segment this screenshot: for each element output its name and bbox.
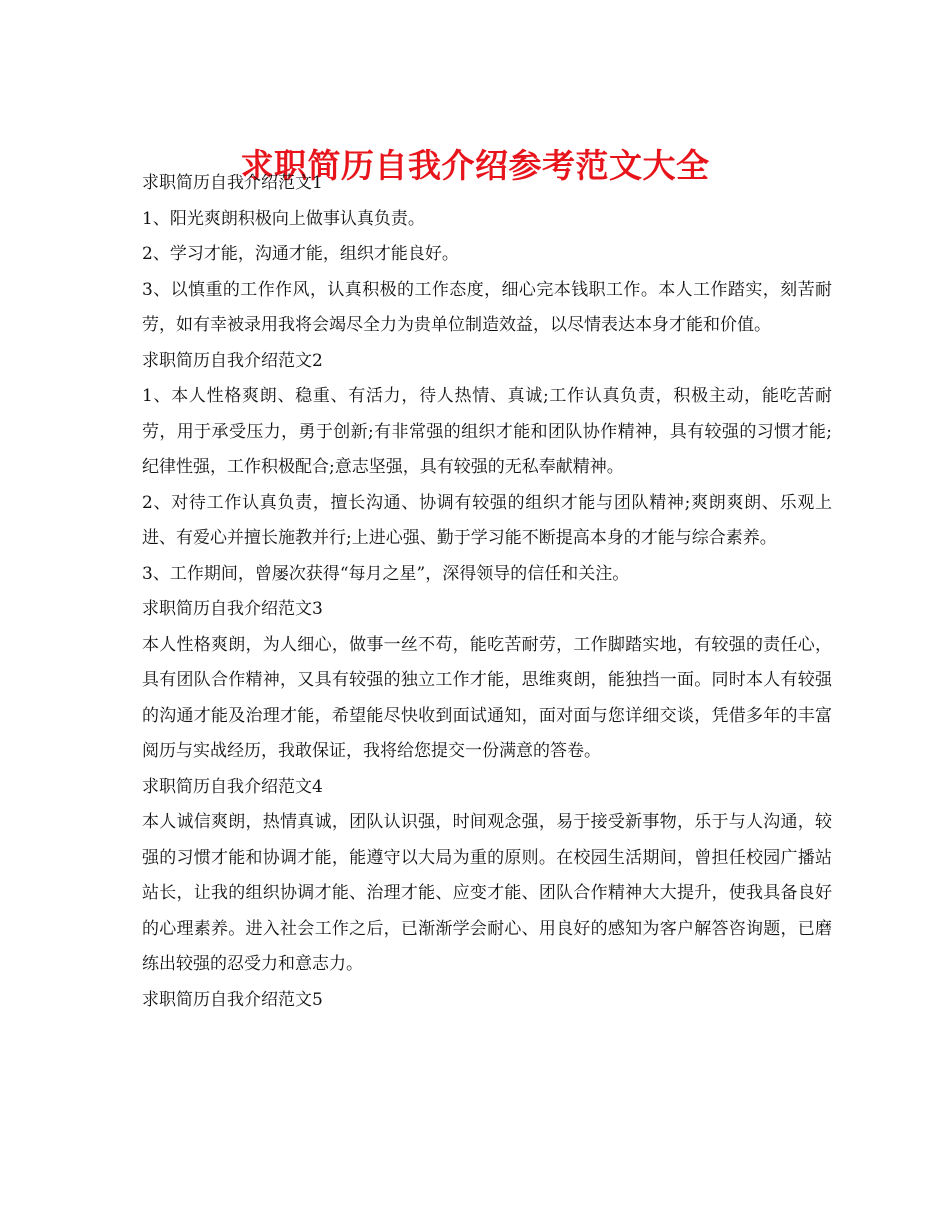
paragraph: 2、对待工作认真负责，擅长沟通、协调有较强的组织才能与团队精神;爽朗爽朗、乐观上进、有爱心并擅长施教并行;上进心强、勤于学习能不断提高本身的才能与综合素养。 [142,492,832,548]
section-heading: 求职简历自我介绍范文5 [142,989,323,1010]
paragraph: 1、本人性格爽朗、稳重、有活力，待人热情、真诚;工作认真负责，积极主动，能吃苦耐劳，用于承受压力，勇于创新;有非常强的组织才能和团队协作精神，具有较强的习惯才能;纪律性强，工作积极配合;意志坚强，具有较强的无私奉献精神。 [142,386,832,477]
section-heading: 求职简历自我介绍范文2 [142,350,323,371]
section-heading: 求职简历自我介绍范文1 [142,173,323,193]
section-heading: 求职简历自我介绍范文3 [142,599,323,619]
paragraph: 1、阳光爽朗积极向上做事认真负责。 [142,208,425,229]
section-heading: 求职简历自我介绍范文4 [142,776,323,797]
paragraph: 2、学习才能，沟通才能，组织才能良好。 [142,244,459,264]
paragraph: 3、工作期间，曾屡次获得“每月之星”，深得领导的信任和关注。 [142,563,630,584]
paragraph: 本人性格爽朗，为人细心，做事一丝不苟，能吃苦耐劳，工作脚踏实地，有较强的责任心，具有团队合作精神，又具有较强的独立工作才能，思维爽朗，能独挡一面。同时本人有较强的沟通才能及治理才能，希望能尽快收到面试通知，面对面与您详细交谈，凭借多年的丰富阅历与实战经历，我敢保证，我将给您提交一份满意的答卷。 [142,634,832,761]
paragraph: 本人诚信爽朗，热情真诚，团队认识强，时间观念强，易于接受新事物，乐于与人沟通，较强的习惯才能和协调才能，能遵守以大局为重的原则。在校园生活期间，曾担任校园广播站站长，让我的组织协调才能、治理才能、应变才能、团队合作精神大大提升，使我具备良好的心理素养。进入社会工作之后，已渐渐学会耐心、用良好的感知为客户解答咨询题，已磨练出较强的忍受力和意志力。 [142,812,832,974]
paragraph: 3、以慎重的工作作风，认真积极的工作态度，细心完本钱职工作。本人工作踏实，刻苦耐劳，如有幸被录用我将会竭尽全力为贵单位制造效益，以尽情表达本身才能和价值。 [142,279,832,335]
page-title: 求职简历自我介绍参考范文大全 [240,146,710,186]
document-body [142,166,832,1018]
